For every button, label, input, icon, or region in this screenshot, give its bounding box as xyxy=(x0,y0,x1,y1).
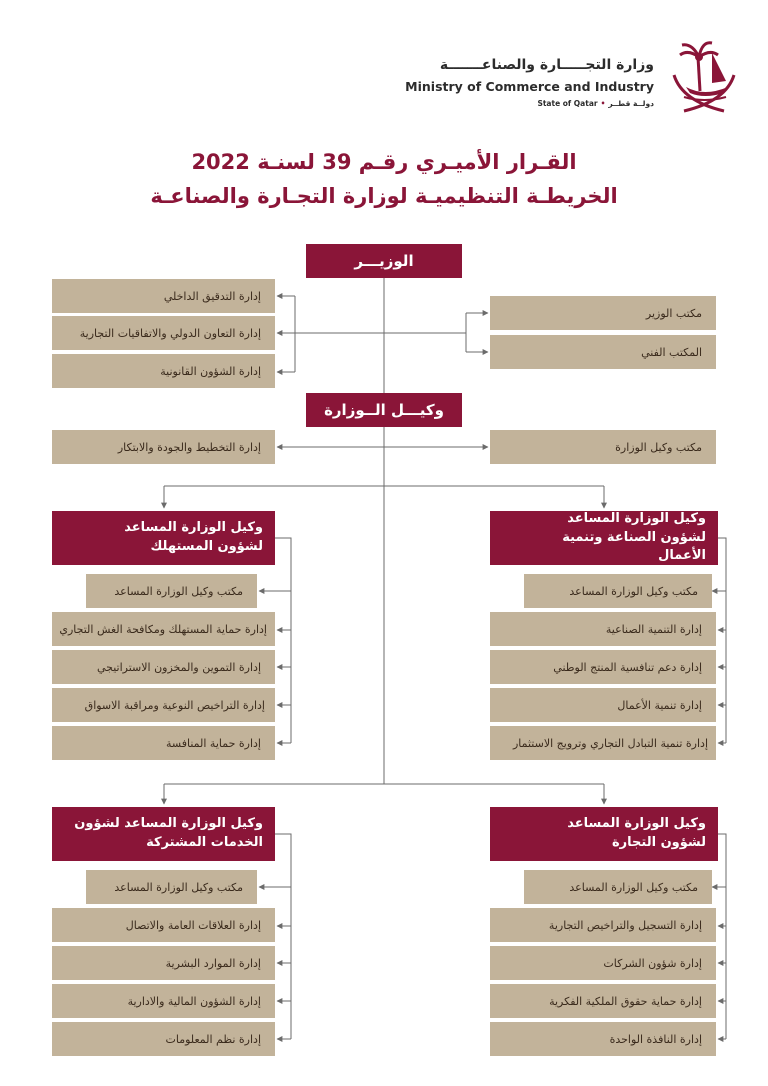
unit-information-systems: إدارة نظم المعلومات xyxy=(52,1022,275,1056)
unit-technical-office: المكتب الفني xyxy=(490,335,716,369)
sector-head-trade: وكيل الوزارة المساعد لشؤون التجارة xyxy=(490,807,718,861)
unit-trade-exchange-investment: إدارة تنمية التبادل التجاري وترويج الاستثمار xyxy=(490,726,716,760)
unit-international-cooperation: إدارة التعاون الدولي والاتفاقيات التجارية xyxy=(52,316,275,350)
unit-single-window: إدارة النافذة الواحدة xyxy=(490,1022,716,1056)
org-name-english: Ministry of Commerce and Industry xyxy=(405,79,654,94)
state-arabic: دولــة قطــر xyxy=(608,99,654,108)
unit-competition-protection: إدارة حماية المنافسة xyxy=(52,726,275,760)
sector-head-industry: وكيل الوزارة المساعد لشؤون الصناعة وتنمية الأعمال xyxy=(490,511,718,565)
unit-industry-office: مكتب وكيل الوزارة المساعد xyxy=(524,574,712,608)
unit-trade-office: مكتب وكيل الوزارة المساعد xyxy=(524,870,712,904)
separator-dot-icon: • xyxy=(600,99,606,108)
unit-industrial-development: إدارة التنمية الصناعية xyxy=(490,612,716,646)
unit-consumer-office: مكتب وكيل الوزارة المساعد xyxy=(86,574,257,608)
unit-companies-affairs: إدارة شؤون الشركات xyxy=(490,946,716,980)
unit-minister-office: مكتب الوزير xyxy=(490,296,716,330)
chart-title: الخريطـة التنظيميـة لوزارة التجـارة والصناعـة xyxy=(150,184,618,208)
sector-head-shared-services: وكيل الوزارة المساعد لشؤون الخدمات المشتركة xyxy=(52,807,275,861)
unit-supply-strategic-stock: إدارة التموين والمخزون الاستراتيجي xyxy=(52,650,275,684)
decree-title: القـرار الأميـري رقـم 39 لسنـة 2022 xyxy=(191,150,577,174)
undersecretary-box: وكيـــل الــوزارة xyxy=(306,393,462,427)
unit-consumer-protection: إدارة حماية المستهلك ومكافحة الغش التجاري xyxy=(52,612,275,646)
unit-legal-affairs: إدارة الشؤون القانونية xyxy=(52,354,275,388)
unit-commercial-registration: إدارة التسجيل والتراخيص التجارية xyxy=(490,908,716,942)
unit-public-relations: إدارة العلاقات العامة والاتصال xyxy=(52,908,275,942)
unit-finance-administration: إدارة الشؤون المالية والادارية xyxy=(52,984,275,1018)
state-english: State of Qatar xyxy=(537,99,598,108)
org-name-arabic: وزارة التجـــــارة والصناعـــــــة xyxy=(439,57,654,73)
unit-special-licenses-markets: إدارة التراخيص النوعية ومراقبة الاسواق xyxy=(52,688,275,722)
unit-internal-audit: إدارة التدقيق الداخلي xyxy=(52,279,275,313)
unit-shared-office: مكتب وكيل الوزارة المساعد xyxy=(86,870,257,904)
unit-national-product-competitiveness: إدارة دعم تنافسية المنتج الوطني xyxy=(490,650,716,684)
minister-box: الوزيـــر xyxy=(306,244,462,278)
unit-planning-quality: إدارة التخطيط والجودة والابتكار xyxy=(52,430,275,464)
unit-intellectual-property: إدارة حماية حقوق الملكية الفكرية xyxy=(490,984,716,1018)
unit-human-resources: إدارة الموارد البشرية xyxy=(52,946,275,980)
unit-undersecretary-office: مكتب وكيل الوزارة xyxy=(490,430,716,464)
unit-business-development: إدارة تنمية الأعمال xyxy=(490,688,716,722)
sector-head-consumer: وكيل الوزارة المساعد لشؤون المستهلك xyxy=(52,511,275,565)
